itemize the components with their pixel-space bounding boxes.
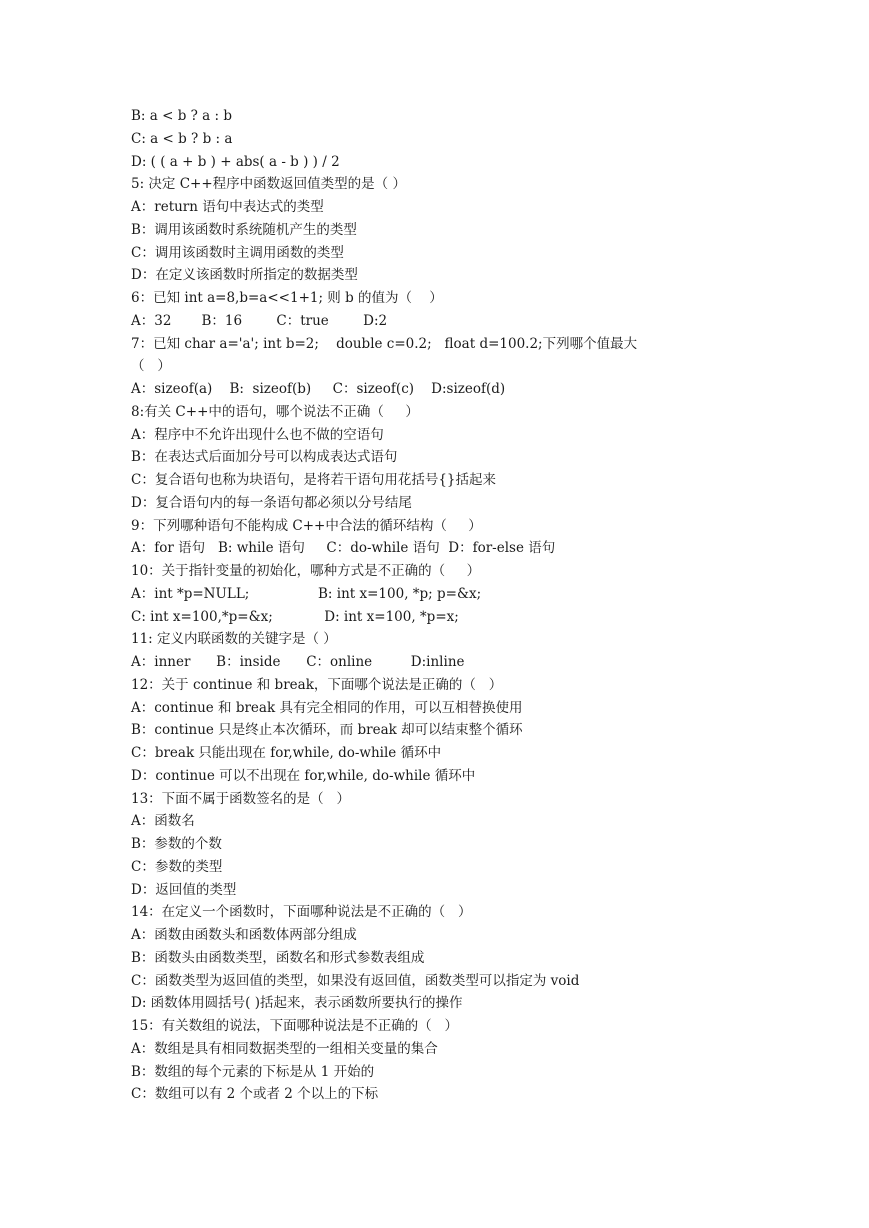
option-line: B：参数的个数 xyxy=(131,836,222,852)
option-line: A：for 语句 B: while 语句 C：do-while 语句 D：for-else 语句 xyxy=(131,540,556,557)
option-line: C：调用该函数时主调用函数的类型 xyxy=(131,244,344,261)
question-10: 10：关于指针变量的初始化，哪种方式是不正确的（ ） xyxy=(131,563,481,579)
question-14: 14：在定义一个函数时，下面哪种说法是不正确的（ ） xyxy=(131,904,472,921)
option-line: A：数组是具有相同数据类型的一组相关变量的集合 xyxy=(131,1040,438,1057)
option-line: C：参数的类型 xyxy=(131,858,223,875)
option-line: B：continue 只是终止本次循环，而 break 却可以结束整个循环 xyxy=(131,722,523,739)
question-15: 15：有关数组的说法，下面哪种说法是不正确的（ ） xyxy=(131,1018,459,1034)
option-line: A：inner B：inside C：online D:inline xyxy=(131,654,465,670)
option-line: A：程序中不允许出现什么也不做的空语句 xyxy=(131,426,384,443)
document-page xyxy=(131,105,731,1106)
text-line: D: ( ( a + b ) + abs( a - b ) ) / 2 xyxy=(131,153,340,170)
question-6: 6：已知 int a=8,b=a<<1+1; 则 b 的值为（ ） xyxy=(131,290,443,306)
option-line: B：调用该函数时系统随机产生的类型 xyxy=(131,221,357,238)
option-line: D：复合语句内的每一条语句都必须以分号结尾 xyxy=(131,494,412,511)
option-line: A：32 B：16 C：true D:2 xyxy=(131,312,388,329)
option-line: D：在定义该函数时所指定的数据类型 xyxy=(131,267,358,284)
option-line: A：return 语句中表达式的类型 xyxy=(131,199,324,215)
question-9: 9：下列哪种语句不能构成 C++中合法的循环结构（ ） xyxy=(131,517,482,534)
option-line: C：break 只能出现在 for,while, do-while 循环中 xyxy=(131,745,442,761)
question-12: 12：关于 continue 和 break，下面哪个说法是正确的（ ） xyxy=(131,676,503,693)
question-11: 11: 定义内联函数的关键字是（ ） xyxy=(131,631,337,648)
option-line: B：函数头由函数类型，函数名和形式参数表组成 xyxy=(131,949,425,966)
option-line: A：函数由函数头和函数体两部分组成 xyxy=(131,927,357,943)
question-7-continued: （ ） xyxy=(131,358,171,375)
question-13: 13：下面不属于函数签名的是（ ） xyxy=(131,790,351,807)
text-line: C: a < b ? b : a xyxy=(131,130,233,147)
option-line: B：数组的每个元素的下标是从 1 开始的 xyxy=(131,1063,375,1080)
text-line: B: a < b ? a : b xyxy=(131,108,232,124)
option-line: D: 函数体用圆括号( )括起来，表示函数所要执行的操作 xyxy=(131,995,463,1012)
option-line: C: int x=100,*p=&x; D: int x=100, *p=x; xyxy=(131,608,459,625)
option-line: A：int *p=NULL; B: int x=100, *p; p=&x; xyxy=(131,585,482,602)
option-line: A：sizeof(a) B: sizeof(b) C：sizeof(c) D:sizeof(d) xyxy=(131,381,506,397)
option-line: A：continue 和 break 具有完全相同的作用，可以互相替换使用 xyxy=(131,699,523,716)
question-7: 7：已知 char a='a'; int b=2; double c=0.2; float d=100.2;下列哪个值最大 xyxy=(131,335,638,352)
option-line: A：函数名 xyxy=(131,813,195,830)
option-line: D：返回值的类型 xyxy=(131,881,237,898)
option-line: B：在表达式后面加分号可以构成表达式语句 xyxy=(131,449,398,466)
question-5: 5: 决定 C++程序中函数返回值类型的是（ ） xyxy=(131,176,406,193)
question-8: 8:有关 C++中的语句，哪个说法不正确（ ） xyxy=(131,403,419,420)
option-line: C：数组可以有 2 个或者 2 个以上的下标 xyxy=(131,1086,379,1103)
option-line: C：复合语句也称为块语句，是将若干语句用花括号{}括起来 xyxy=(131,472,497,488)
option-line: C：函数类型为返回值的类型，如果没有返回值，函数类型可以指定为 void xyxy=(131,972,580,989)
option-line: D：continue 可以不出现在 for,while, do-while 循环中 xyxy=(131,767,476,784)
